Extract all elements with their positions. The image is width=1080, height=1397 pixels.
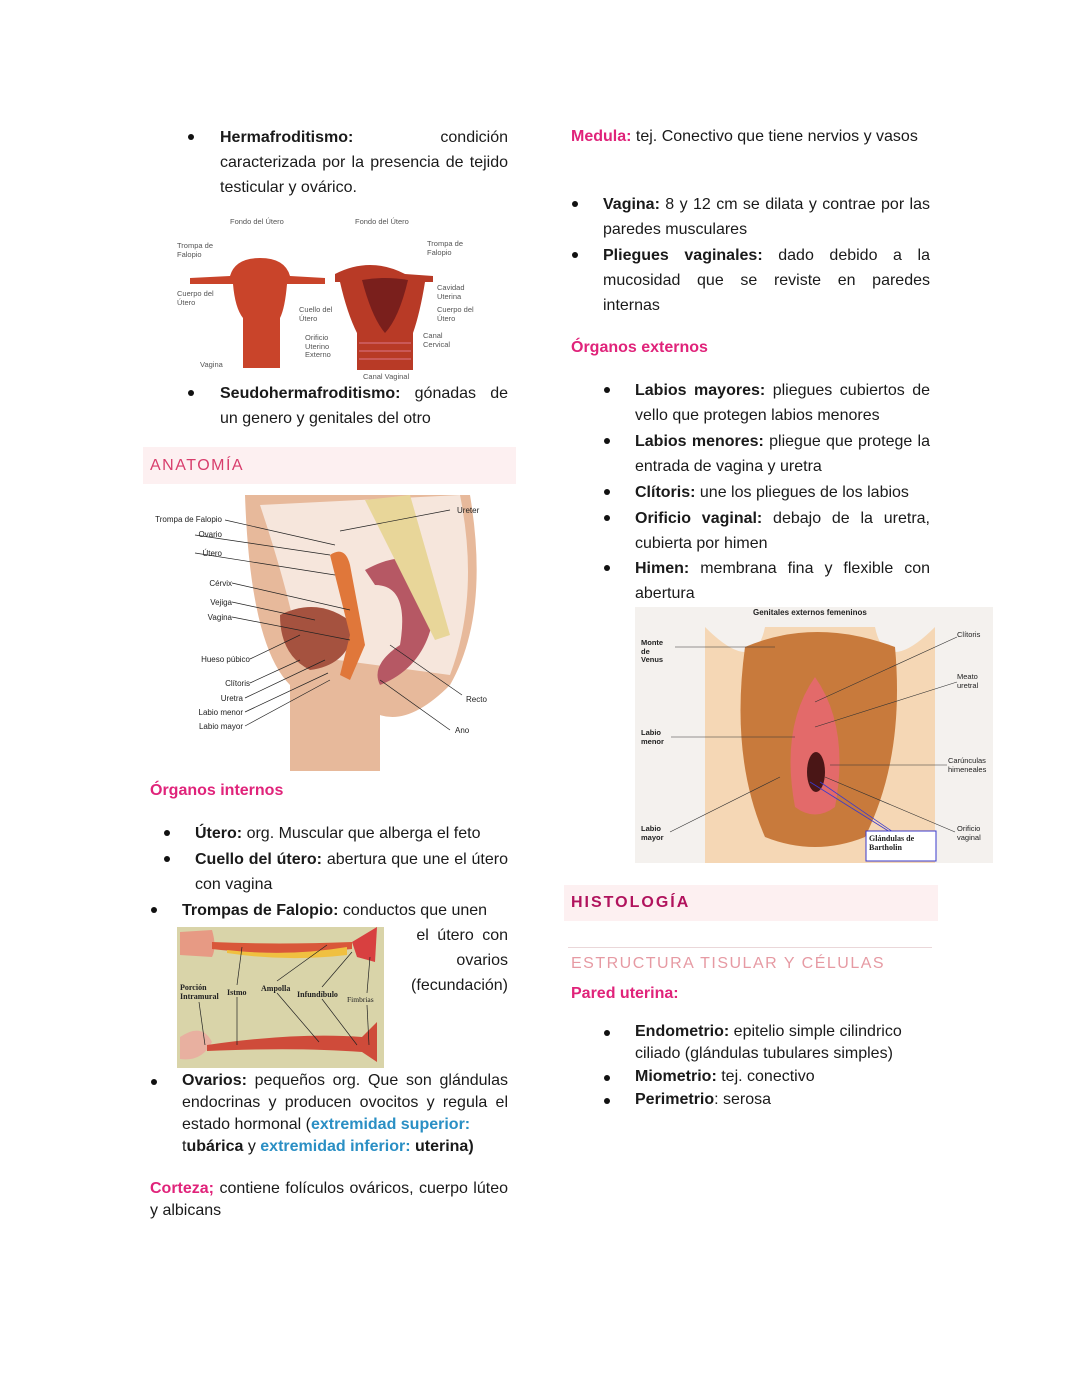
figure-title: Genitales externos femeninos [753, 608, 867, 617]
text: t [182, 1138, 187, 1155]
term: Pliegues vaginales: [603, 247, 763, 264]
text: y [243, 1138, 261, 1155]
definition: : serosa [714, 1091, 772, 1108]
figure-label: Labio mayor [641, 824, 664, 842]
term: Medula: [571, 128, 632, 145]
trompas-item [182, 898, 508, 923]
figure-label: Hueso púbico [201, 655, 250, 664]
definition: une los pliegues de los labios [695, 484, 909, 501]
bullet [164, 856, 170, 862]
medula-paragraph [571, 124, 930, 149]
bullet [604, 489, 610, 495]
figure-label: Recto [466, 695, 487, 704]
pared-item [635, 1089, 935, 1111]
external-genitalia-figure [635, 607, 993, 863]
fallopian-tube-figure [177, 927, 384, 1068]
term: Labios menores: [635, 433, 764, 450]
bullet [604, 1030, 610, 1036]
external-genitalia-drawing [635, 607, 993, 863]
figure-label: Cérvix [209, 579, 232, 588]
figure-label: Ovario [198, 530, 222, 539]
definition: membrana fina y flexible con abertura [635, 560, 930, 602]
term: Ovarios: [182, 1072, 247, 1089]
bullet [188, 134, 194, 140]
definition: contiene folículos ováricos, cuerpo lúteo y albicans [150, 1180, 508, 1219]
definition: condición caracterizada por la presencia de tejido testicular y ovárico. [220, 129, 508, 196]
term: Himen: [635, 560, 690, 577]
term: Orificio vaginal: [635, 510, 763, 527]
figure-label: Clítoris [225, 679, 250, 688]
trompas-continued: el útero con ovarios (fecundación) [411, 927, 508, 994]
figure-label: Meato uretral [957, 672, 979, 690]
figure-label: Infundíbulo [297, 990, 338, 999]
uterus-figure [175, 218, 480, 383]
figure-label: Trompa de Falopio [177, 241, 213, 259]
term: Seudohermafroditismo: [220, 385, 401, 402]
bold-text: ubárica [186, 1138, 244, 1155]
term: Miometrio: [635, 1068, 717, 1085]
seudohermafroditismo-item [220, 381, 508, 431]
hermafroditismo-item [220, 125, 508, 200]
ovarios-item [182, 1070, 508, 1158]
pliegues-item [603, 243, 930, 318]
highlight: extremidad inferior: [260, 1138, 411, 1155]
externos-item [635, 429, 930, 479]
figure-label: Labio menor [198, 708, 243, 717]
term: Útero: [195, 825, 243, 842]
divider [568, 947, 932, 948]
figure-label: Uretra [220, 694, 243, 703]
bullet [572, 201, 578, 207]
definition: tej. Conectivo que tiene nervios y vasos [631, 128, 918, 145]
term: Endometrio: [635, 1023, 730, 1040]
pared-uterina-heading: Pared uterina: [571, 985, 679, 1002]
histologia-heading: HISTOLOGÍA [571, 894, 691, 911]
figure-label: Carúnculas himeneales [948, 756, 987, 774]
bullet [604, 565, 610, 571]
figure-label: Fimbrias [347, 995, 374, 1004]
definition: abertura que une el útero con vagina [195, 851, 508, 893]
pared-item [635, 1066, 935, 1088]
figure-label: Trompa de Falopio [427, 239, 463, 257]
definition: debajo de la uretra, cubierta por himen [635, 510, 930, 552]
figure-label: Vagina [207, 613, 232, 622]
externos-item [635, 556, 930, 606]
term: Clítoris: [635, 484, 696, 501]
figure-label: Ano [455, 726, 470, 735]
vagina-item [603, 192, 930, 242]
organos-internos-heading: Órganos internos [150, 782, 284, 799]
externos-item [635, 378, 930, 428]
figure-label: Fondo del Útero [355, 217, 409, 226]
definition: pliegues cubiertos de vello que protegen labios menores [635, 382, 930, 424]
figure-label: Trompa de Falopio [155, 515, 222, 524]
term: Trompas de Falopio: [182, 902, 339, 919]
bold-text: uterina) [410, 1138, 474, 1155]
figure-label: Ureter [457, 506, 480, 515]
definition: pequeños org. Que son glándulas endocrinas y producen ovocitos y regula el estado hormonal ( [182, 1072, 508, 1133]
figure-label: Ampolla [261, 984, 291, 993]
figure-label: Canal Vaginal [363, 372, 410, 381]
term: Hermafroditismo: [220, 129, 354, 146]
figure-label: Cuello del Útero [299, 305, 333, 323]
term: Cuello del útero: [195, 851, 322, 868]
figure-label: Orificio Uterino Externo [305, 333, 331, 359]
definition: org. Muscular que alberga el feto [246, 825, 481, 842]
definition: dado debido a la mucosidad que se reviste en paredes internas [603, 247, 930, 314]
term: Vagina: [603, 196, 660, 213]
figure-label: Orificio vaginal [957, 824, 981, 842]
figure-label: Cavidad Uterina [437, 283, 465, 301]
highlight: extremidad superior: [310, 1116, 471, 1133]
figure-label: Cuerpo del Útero [177, 289, 214, 307]
organos-externos-heading: Órganos externos [571, 339, 708, 356]
bullet [572, 252, 578, 258]
bullet [604, 387, 610, 393]
bartholin-label: Glándulas de Bartholin [869, 834, 915, 852]
figure-label: Fondo del Útero [230, 217, 284, 226]
definition: pliegue que protege la entrada de vagina y uretra [635, 433, 931, 475]
bullet [188, 390, 194, 396]
figure-label: Labio mayor [198, 722, 243, 731]
definition: 8 y 12 cm se dilata y contrae por las paredes musculares [603, 196, 930, 238]
term: Corteza; [150, 1180, 215, 1197]
term: Labios mayores: [635, 382, 766, 399]
anatomy-figure [150, 495, 490, 771]
bullet [604, 438, 610, 444]
figure-label: Vejiga [210, 598, 232, 607]
cuello-item [195, 847, 508, 897]
figure-label: Porción Intramural [180, 983, 219, 1001]
figure-label: Vagina [200, 360, 223, 369]
bullet [151, 1079, 157, 1085]
corteza-paragraph [150, 1178, 508, 1222]
pared-item [635, 1021, 935, 1065]
figure-label: Cuerpo del Útero [437, 305, 474, 323]
definition: tej. conectivo [716, 1068, 815, 1085]
bullet [604, 1098, 610, 1104]
bullet [164, 830, 170, 836]
bullet [604, 515, 610, 521]
figure-label: Canal Cervical [423, 331, 451, 349]
definition: conductos que unen [342, 902, 488, 919]
anatomia-heading: ANATOMÍA [150, 457, 245, 474]
figure-label: Istmo [227, 988, 247, 997]
term: Perimetrio [635, 1091, 715, 1108]
figure-label: Clítoris [957, 630, 981, 639]
externos-item [635, 480, 930, 505]
figure-label: Útero [202, 549, 222, 558]
estructura-heading: ESTRUCTURA TISULAR Y CÉLULAS [571, 955, 886, 972]
utero-item [195, 821, 508, 846]
bullet [151, 907, 157, 913]
definition: epitelio simple cilindrico ciliado (glándulas tubulares simples) [635, 1023, 902, 1062]
definition: gónadas de un genero y genitales del otro [220, 385, 508, 427]
externos-item [635, 506, 930, 556]
bullet [604, 1075, 610, 1081]
figure-label: Monte de Venus [641, 638, 664, 664]
figure-label: Labio menor [641, 728, 664, 746]
